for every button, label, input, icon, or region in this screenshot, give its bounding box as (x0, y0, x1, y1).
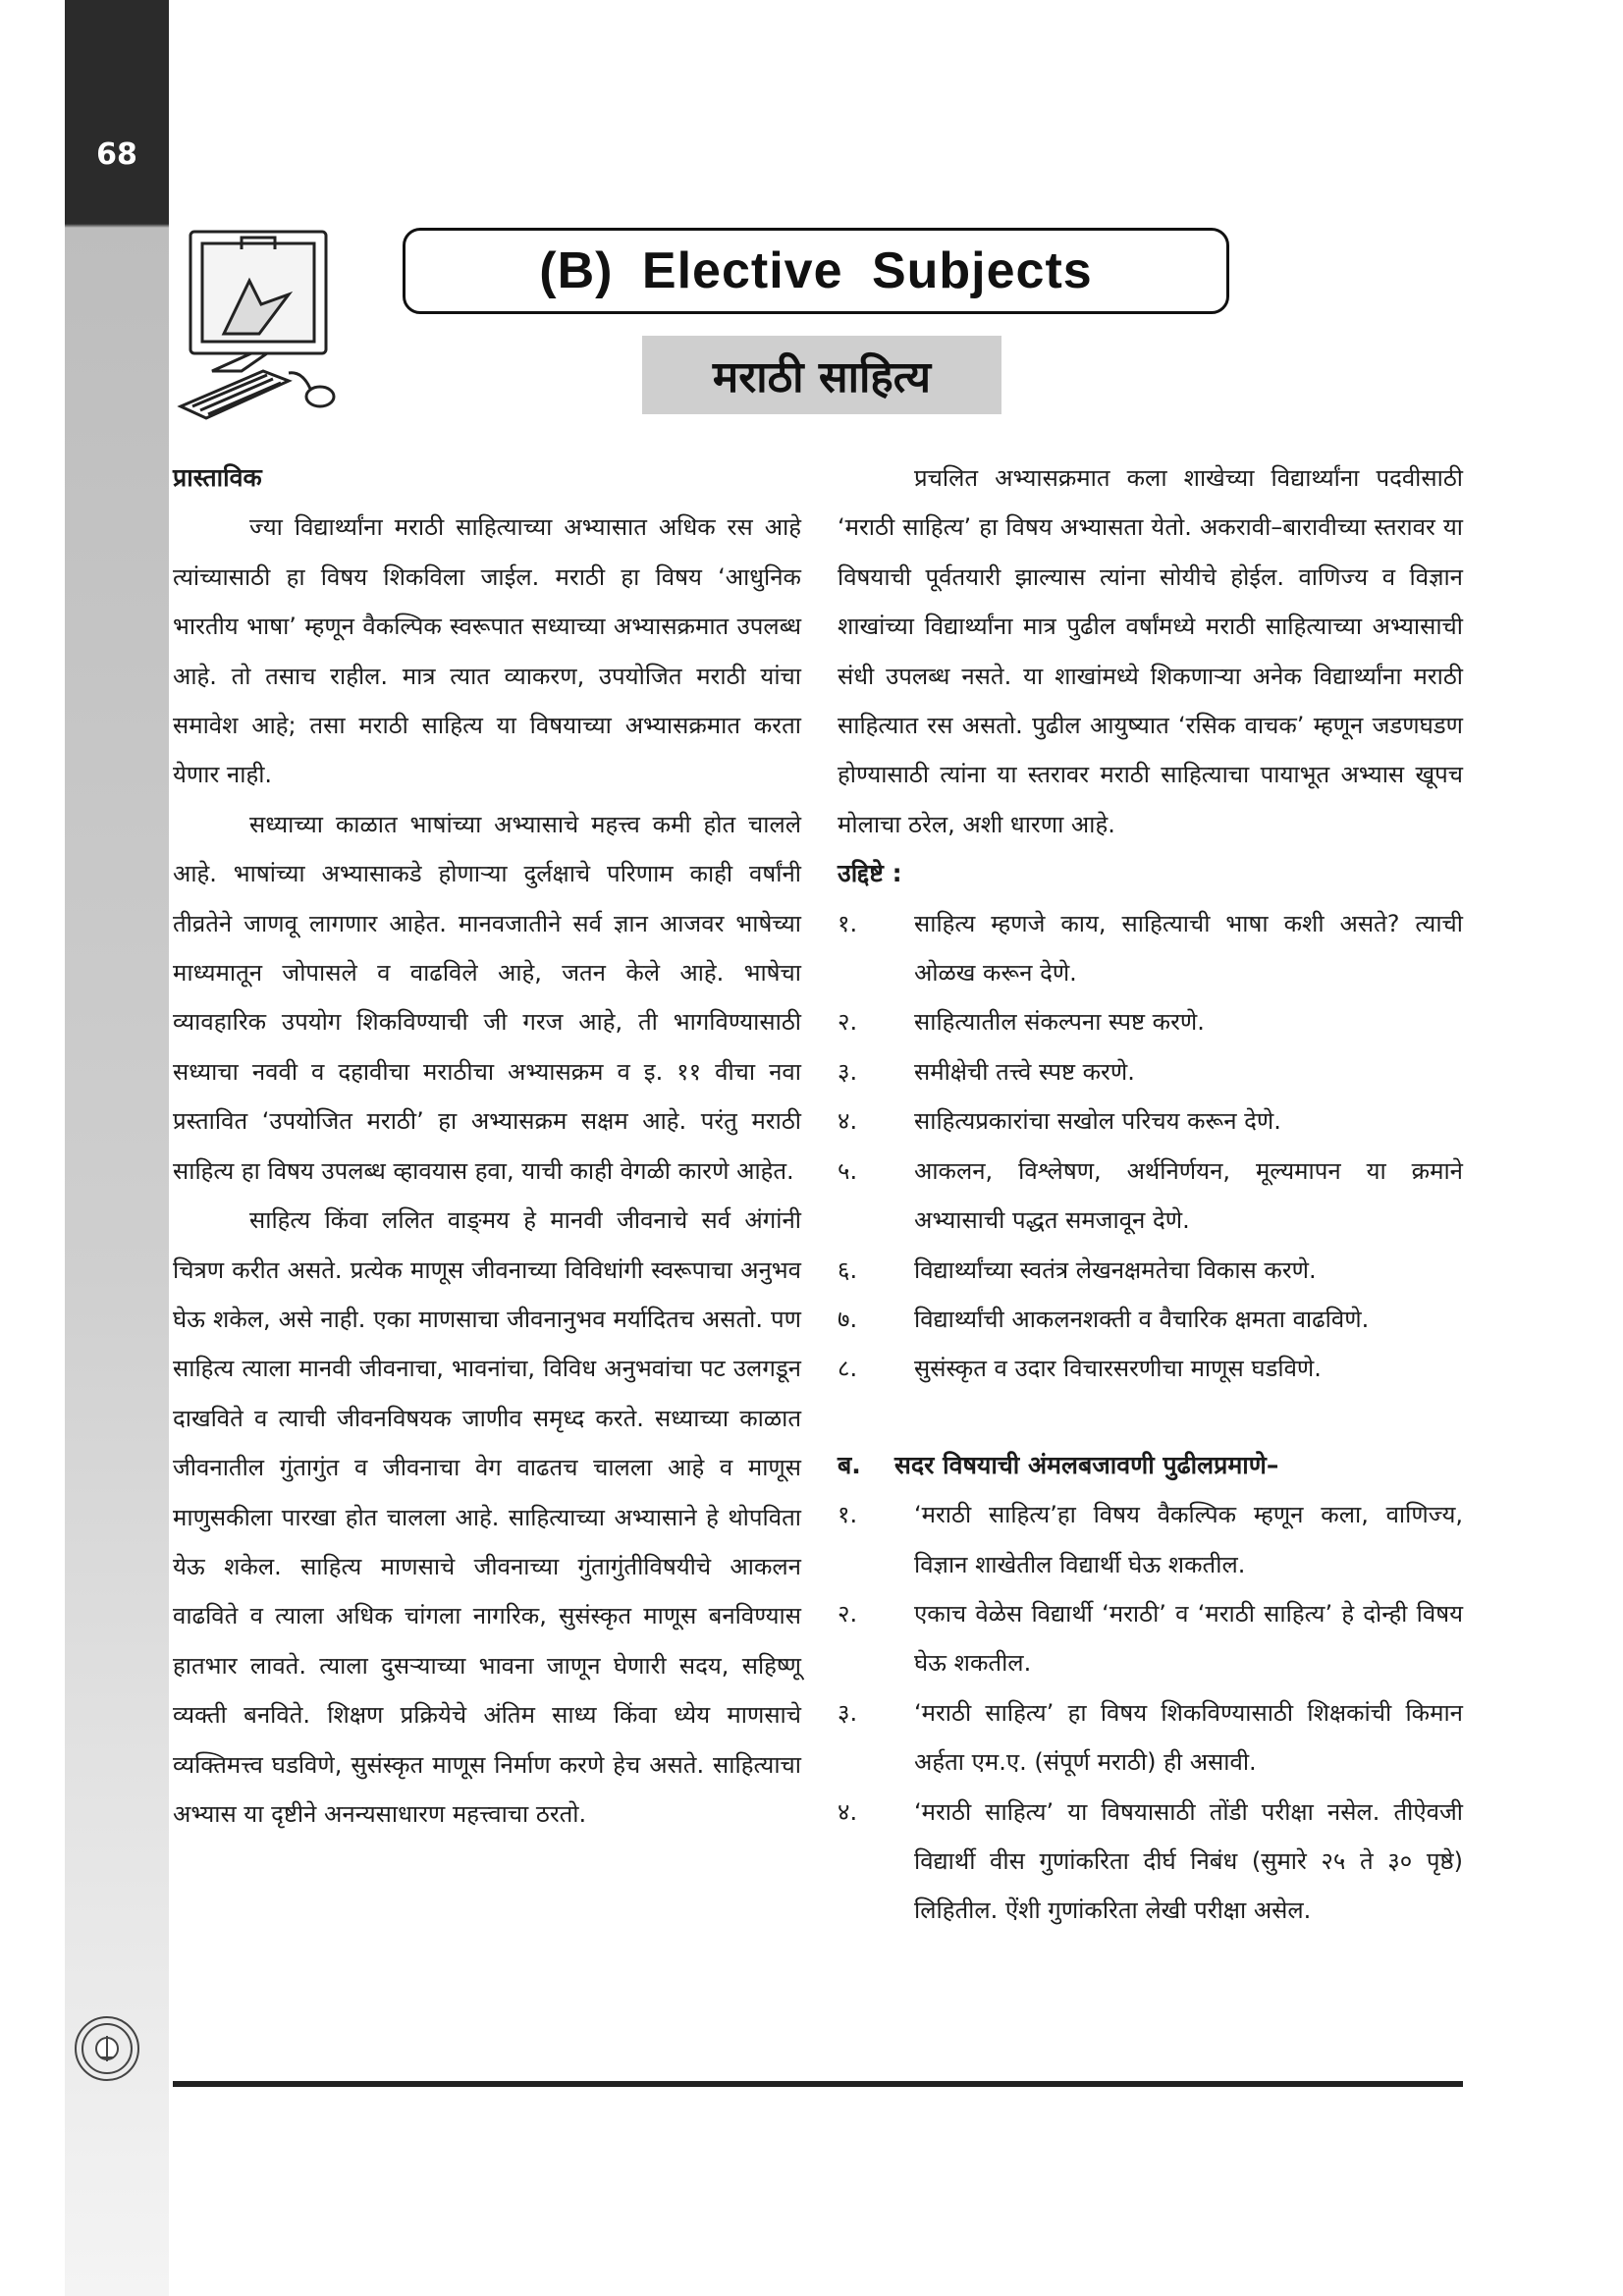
paragraph: साहित्य किंवा ललित वाङ्‌मय हे मानवी जीवनाचे सर्व अंगांनी चित्रण करीत असते. प्रत्येक माणूस जीवनाच्या विविधांगी स्वरूपाचा अनुभव घेऊ शकेल, असे नाही. एका माणसाचा जीवनानुभव मर्यादितच असतो. पण साहित्य त्याला मानवी जीवनाचा, भावनांचा, विविध अनुभवांचा पट उलगडून दाखविते व त्याची जीवनविषयक जाणीव समृध्द करते. सध्याच्या काळात जीवनातील गुंतागुंत व जीवनाचा वेग वाढतच चालला आहे व माणूस माणुसकीला पारखा होत चालला आहे. साहित्याच्या अभ्यासाने हे थोपविता येऊ शकेल. साहित्य माणसाचे जीवनाच्या गुंतागुंतीविषयीचे आकलन वाढविते व त्याला अधिक चांगला नागरिक, सुसंस्कृत माणूस बनविण्यास हातभार लावते. त्याला दुसऱ्याच्या भावना जाणून घेणारी सदय, सहिष्णू व्यक्ती बनविते. शिक्षण प्रक्रियेचे अंतिम साध्य किंवा ध्येय माणसाचे व्यक्तिमत्त्व घडविणे, सुसंस्कृत माणूस निर्माण करणे हेच असते. साहित्याचा अभ्यास या दृष्टीने अनन्यसाधारण महत्त्वाचा ठरतो. (173, 1206, 801, 1828)
list-number: ५. (838, 1156, 858, 1185)
list-number: ७. (838, 1305, 858, 1333)
paragraph: सध्याच्या काळात भाषांच्या अभ्यासाचे महत्त्व कमी होत चालले आहे. भाषांच्या अभ्यासाकडे होणाऱ्या दुर्लक्षाचे परिणाम काही वर्षांनी तीव्रतेने जाणवू लागणार आहेत. मानवजातीने सर्व ज्ञान आजवर भाषेच्या माध्यमातून जोपासले व वाढविले आहे, जतन केले आहे. भाषेचा व्यावहारिक उपयोग शिकविण्याची जी गरज आहे, ती भागविण्यासाठी सध्याचा नववी व दहावीचा मराठीचा अभ्यासक्रम व इ. ११ वीचा नवा प्रस्तावित ‘उपयोजित मराठी’ हा अभ्यासक्रम सक्षम आहे. परंतु मराठी साहित्य हा विषय उपलब्ध व्हावयास हवा, याची काही वेगळी कारणे आहेत. (173, 810, 801, 1185)
page-number: 68 (96, 137, 137, 172)
list-number: २. (838, 1599, 858, 1628)
list-item (838, 1047, 1463, 1096)
implementation-heading (838, 1441, 1463, 1490)
list-text: सुसंस्कृत व उदार विचारसरणीचा माणूस घडविणे. (914, 1355, 1322, 1383)
implementation-list (838, 1490, 1463, 1936)
footer-rule (173, 2081, 1463, 2087)
list-item (838, 1688, 1463, 1788)
paragraph: प्रचलित अभ्यासक्रमात कला शाखेच्या विद्यार्थ्यांना पदवीसाठी ‘मराठी साहित्य’ हा विषय अभ्यासता येतो. अकरावी–बारावीच्या स्तरावर या विषयाची पूर्वतयारी झाल्यास त्यांना सोयीचे होईल. वाणिज्य व विज्ञान शाखांच्या विद्यार्थ्यांना मात्र पुढील वर्षांमध्ये मराठी साहित्याच्या अभ्यासाची संधी उपलब्ध नसते. या शाखांमध्ये शिकणाऱ्या अनेक विद्यार्थ्यांना मराठी साहित्यात रस असतो. पुढील आयुष्यात ‘रसिक वाचक’ म्हणून जडणघडण होण्यासाठी त्यांना या स्तरावर मराठी साहित्याचा पायाभूत अभ्यास खूपच मोलाचा ठरेल, अशी धारणा आहे. (838, 464, 1463, 838)
section-title: (B) Elective Subjects (539, 242, 1093, 299)
list-item (838, 1490, 1463, 1589)
objectives-heading: उद्दिष्टे : (838, 859, 902, 888)
list-item (838, 1589, 1463, 1688)
list-text: ‘मराठी साहित्य’हा विषय वैकल्पिक म्हणून कला, वाणिज्य, विज्ञान शाखेतील विद्यार्थी घेऊ शकतील. (914, 1501, 1463, 1578)
section-label: ब. (838, 1450, 861, 1479)
list-text: साहित्य म्हणजे काय, साहित्याची भाषा कशी असते? त्याची ओळख करून देणे. (914, 909, 1463, 988)
subject-title-box (642, 336, 1001, 414)
list-number: ३. (838, 1057, 858, 1086)
list-number: ६. (838, 1255, 858, 1284)
left-column (173, 454, 801, 1839)
objectives-list (838, 899, 1463, 1394)
subject-title: मराठी साहित्य (712, 352, 932, 402)
list-number: ८. (838, 1355, 858, 1383)
list-item (838, 1246, 1463, 1295)
list-item (838, 1147, 1463, 1246)
list-text: ‘मराठी साहित्य’ हा विषय शिकविण्यासाठी शिक्षकांची किमान अर्हता एम.ए. (संपूर्ण मराठी) ही असावी. (914, 1698, 1463, 1777)
list-item (838, 1295, 1463, 1344)
list-text: समीक्षेची तत्त्वे स्पष्ट करणे. (914, 1057, 1135, 1086)
list-text: विद्यार्थ्यांच्या स्वतंत्र लेखनक्षमतेचा विकास करणे. (914, 1255, 1317, 1284)
list-item (838, 1096, 1463, 1146)
list-text: साहित्यप्रकारांचा सखोल परिचय करून देणे. (914, 1107, 1281, 1136)
list-text: आकलन, विश्लेषण, अर्थनिर्णयन, मूल्यमापन या क्रमाने अभ्यासाची पद्धत समजावून देणे. (914, 1156, 1463, 1235)
list-item (838, 997, 1463, 1046)
list-item (838, 1344, 1463, 1393)
list-number: २. (838, 1008, 858, 1037)
list-number: १. (838, 1501, 858, 1529)
list-text: विद्यार्थ्यांची आकलनशक्ती व वैचारिक क्षमता वाढविणे. (914, 1305, 1370, 1333)
list-number: ४. (838, 1107, 858, 1136)
list-number: ४. (838, 1797, 858, 1826)
intro-heading: प्रास्ताविक (173, 463, 262, 492)
list-text: एकाच वेळेस विद्यार्थी ‘मराठी’ व ‘मराठी साहित्य’ हे दोन्ही विषय घेऊ शकतील. (914, 1599, 1463, 1678)
right-column (838, 454, 1463, 1936)
section-title-box (403, 228, 1229, 314)
list-item (838, 1788, 1463, 1936)
paragraph: ज्या विद्यार्थ्यांना मराठी साहित्याच्या अभ्यासात अधिक रस आहे त्यांच्यासाठी हा विषय शिकविला जाईल. मराठी हा विषय ‘आधुनिक भारतीय भाषा’ म्हणून वैकल्पिक स्वरूपात सध्याच्या अभ्यासक्रमात उपलब्ध आहे. तो तसाच राहील. मात्र त्यात व्याकरण, उपयोजित मराठी यांचा समावेश आहे; तसा मराठी साहित्य या विषयाच्या अभ्यासक्रमात करता येणार नाही. (173, 513, 801, 789)
list-number: ३. (838, 1698, 858, 1727)
list-number: १. (838, 909, 858, 937)
list-text: ‘मराठी साहित्य’ या विषयासाठी तोंडी परीक्षा नसेल. तीऐवजी विद्यार्थी वीस गुणांकरिता दीर्घ निबंध (सुमारे २५ ते ३० पृष्ठे) लिहितील. ऐंशी गुणांकरिता लेखी परीक्षा असेल. (914, 1797, 1463, 1925)
page-sidebar-band (65, 0, 169, 2296)
emblem-seal-icon (73, 2014, 141, 2083)
computer-icon (173, 224, 345, 430)
list-item (838, 899, 1463, 998)
section-heading: सदर विषयाची अंमलबजावणी पुढीलप्रमाणे– (894, 1450, 1279, 1479)
list-text: साहित्यातील संकल्पना स्पष्ट करणे. (914, 1008, 1205, 1037)
